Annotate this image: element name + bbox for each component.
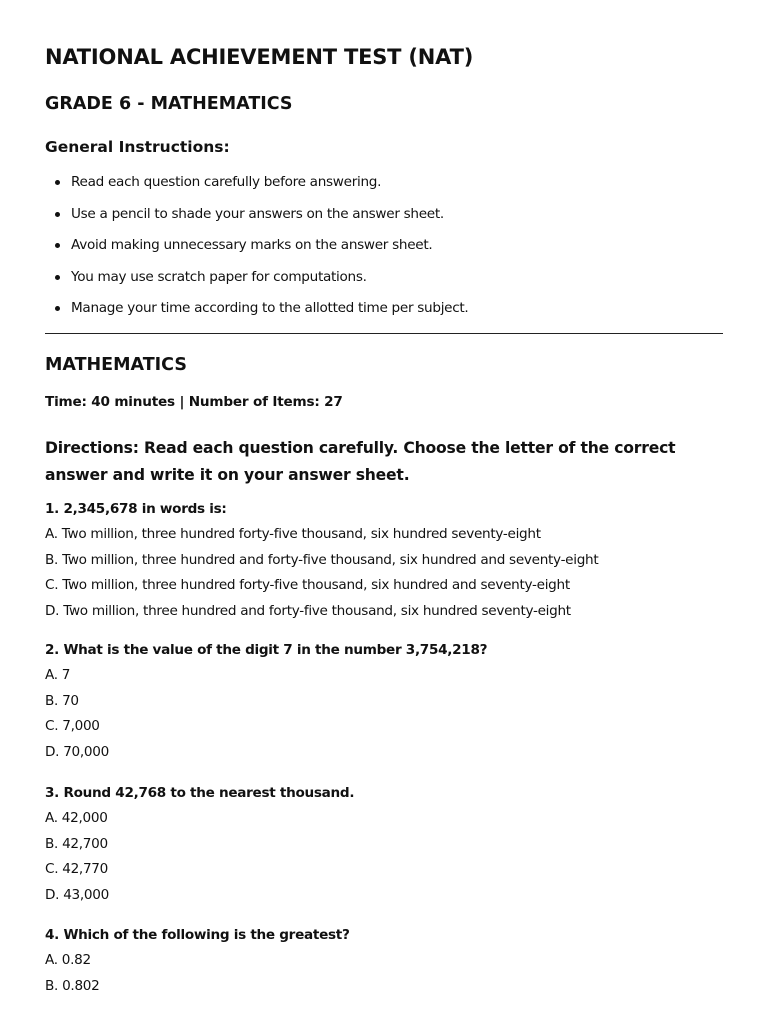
- option-a: A. Two million, three hundred forty-five thousand, six hundred seventy-eight: [45, 526, 541, 542]
- general-instructions-list: [45, 170, 723, 328]
- instruction-item: [45, 233, 723, 265]
- bullet-icon: [55, 275, 60, 280]
- bullet-icon: [55, 243, 60, 248]
- question-text: 3. Round 42,768 to the nearest thousand.: [45, 785, 355, 801]
- option-c: C. Two million, three hundred forty-five thousand, six hundred and seventy-eight: [45, 577, 570, 594]
- general-instructions-heading: General Instructions:: [45, 138, 230, 156]
- option-a: A. 7: [45, 667, 71, 683]
- instruction-text: You may use scratch paper for computations.: [71, 268, 367, 285]
- option-d: D. 70,000: [45, 744, 109, 761]
- section-divider: [45, 333, 723, 334]
- page-title: NATIONAL ACHIEVEMENT TEST (NAT): [45, 45, 474, 69]
- instruction-text: Manage your time according to the allotted time per subject.: [71, 300, 469, 316]
- question-2: [45, 637, 723, 766]
- option-b: B. 42,700: [45, 835, 108, 852]
- instruction-item: [45, 265, 723, 297]
- instruction-text: Avoid making unnecessary marks on the answer sheet.: [71, 237, 433, 253]
- question-text: 2. What is the value of the digit 7 in the number 3,754,218?: [45, 642, 488, 658]
- instruction-text: Use a pencil to shade your answers on the answer sheet.: [71, 205, 444, 222]
- option-c: C. 7,000: [45, 718, 100, 735]
- instruction-item: [45, 296, 723, 328]
- instruction-item: [45, 170, 723, 202]
- option-b: B. Two million, three hundred and forty-five thousand, six hundred and seventy-eight: [45, 551, 599, 568]
- question-1: [45, 496, 723, 625]
- bullet-icon: [55, 180, 60, 185]
- bullet-icon: [55, 212, 60, 217]
- question-text: 4. Which of the following is the greatest?: [45, 927, 350, 943]
- question-text: 1. 2,345,678 in words is:: [45, 501, 227, 517]
- option-c: C. 42,770: [45, 861, 108, 878]
- instruction-text: Read each question carefully before answering.: [71, 174, 382, 190]
- time-info: Time: 40 minutes | Number of Items: 27: [45, 394, 343, 410]
- option-d: D. Two million, three hundred and forty-five thousand, six hundred seventy-eight: [45, 603, 571, 620]
- instruction-item: [45, 202, 723, 234]
- option-b: B. 70: [45, 692, 79, 709]
- option-d: D. 43,000: [45, 887, 109, 904]
- option-a: A. 42,000: [45, 810, 108, 826]
- page-subtitle: GRADE 6 - MATHEMATICS: [45, 94, 293, 114]
- directions-text: Directions: Read each question carefully. Choose the letter of the correct answer and write it on your answer sheet.: [45, 439, 676, 484]
- question-3: [45, 780, 723, 909]
- section-title: MATHEMATICS: [45, 355, 187, 375]
- bullet-icon: [55, 306, 60, 311]
- question-4: [45, 922, 723, 999]
- option-b: B. 0.802: [45, 977, 100, 994]
- option-a: A. 0.82: [45, 952, 91, 968]
